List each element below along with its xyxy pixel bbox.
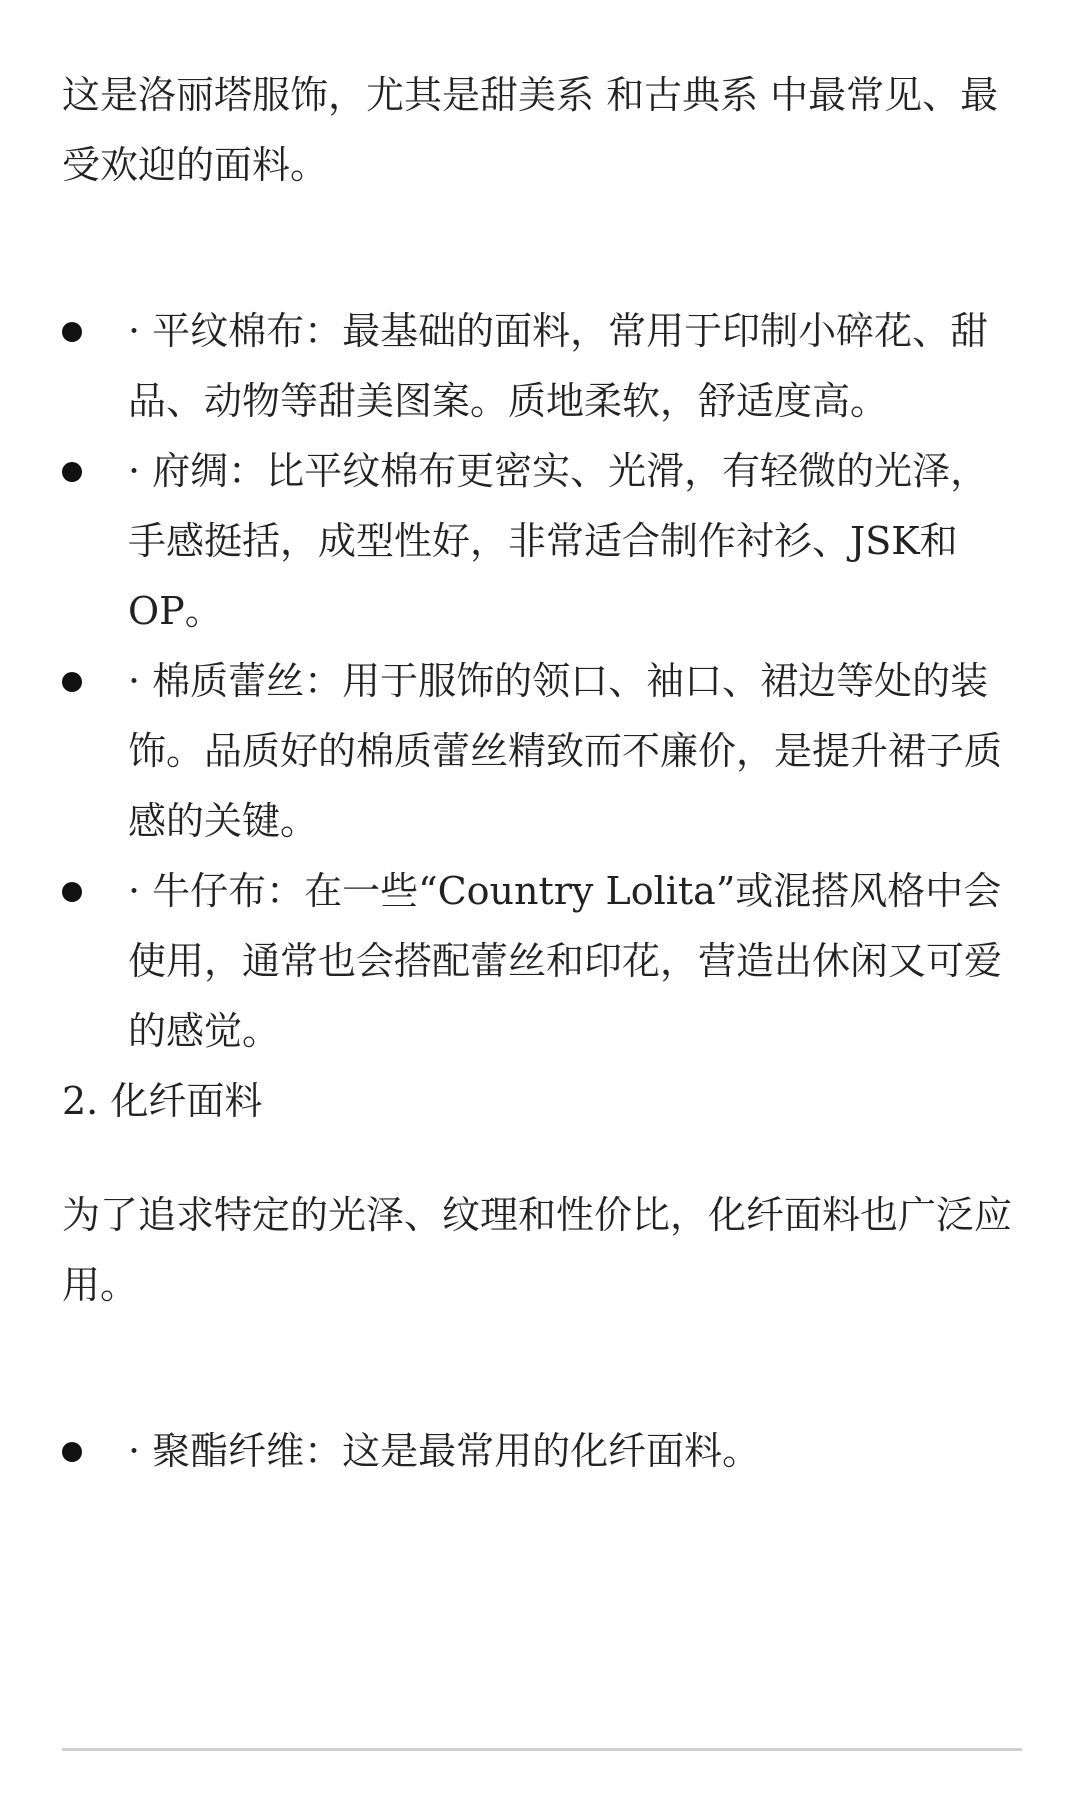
article-content bbox=[62, 60, 1022, 1486]
bullet-dot-icon bbox=[62, 322, 82, 342]
list-item bbox=[62, 1416, 1022, 1486]
list-item bbox=[62, 296, 1022, 436]
list-item bbox=[62, 646, 1022, 856]
list-item bbox=[62, 436, 1022, 646]
list-item-text: · 棉质蕾丝：用于服饰的领口、袖口、裙边等处的装饰。品质好的棉质蕾丝精致而不廉价，是提升裙子质感的关键。 bbox=[128, 659, 1003, 843]
bullet-dot-icon bbox=[62, 882, 82, 902]
list-item-text: · 平纹棉布：最基础的面料，常用于印制小碎花、甜品、动物等甜美图案。质地柔软，舒适度高。 bbox=[128, 309, 989, 423]
bullet-dot-icon bbox=[62, 672, 82, 692]
section-paragraph: 为了追求特定的光泽、纹理和性价比，化纤面料也广泛应用。 bbox=[62, 1193, 1013, 1307]
list-item-text: · 牛仔布：在一些“Country Lolita”或混搭风格中会使用，通常也会搭配蕾丝和印花，营造出休闲又可爱的感觉。 bbox=[128, 869, 1003, 1053]
bullet-dot-icon bbox=[62, 1442, 82, 1462]
section-heading: 2. 化纤面料 bbox=[62, 1079, 263, 1123]
divider bbox=[62, 1748, 1022, 1751]
list-item-text: · 府绸：比平纹棉布更密实、光滑，有轻微的光泽，手感挺括，成型性好，非常适合制作衬衫、JSK和OP。 bbox=[128, 449, 989, 633]
cotton-fabric-list bbox=[62, 296, 1022, 1066]
list-item-text: · 聚酯纤维：这是最常用的化纤面料。 bbox=[128, 1429, 761, 1473]
list-item bbox=[62, 856, 1022, 1066]
intro-paragraph: 这是洛丽塔服饰，尤其是甜美系 和古典系 中最常见、最受欢迎的面料。 bbox=[62, 73, 999, 187]
synthetic-fabric-list bbox=[62, 1416, 1022, 1486]
bullet-dot-icon bbox=[62, 462, 82, 482]
